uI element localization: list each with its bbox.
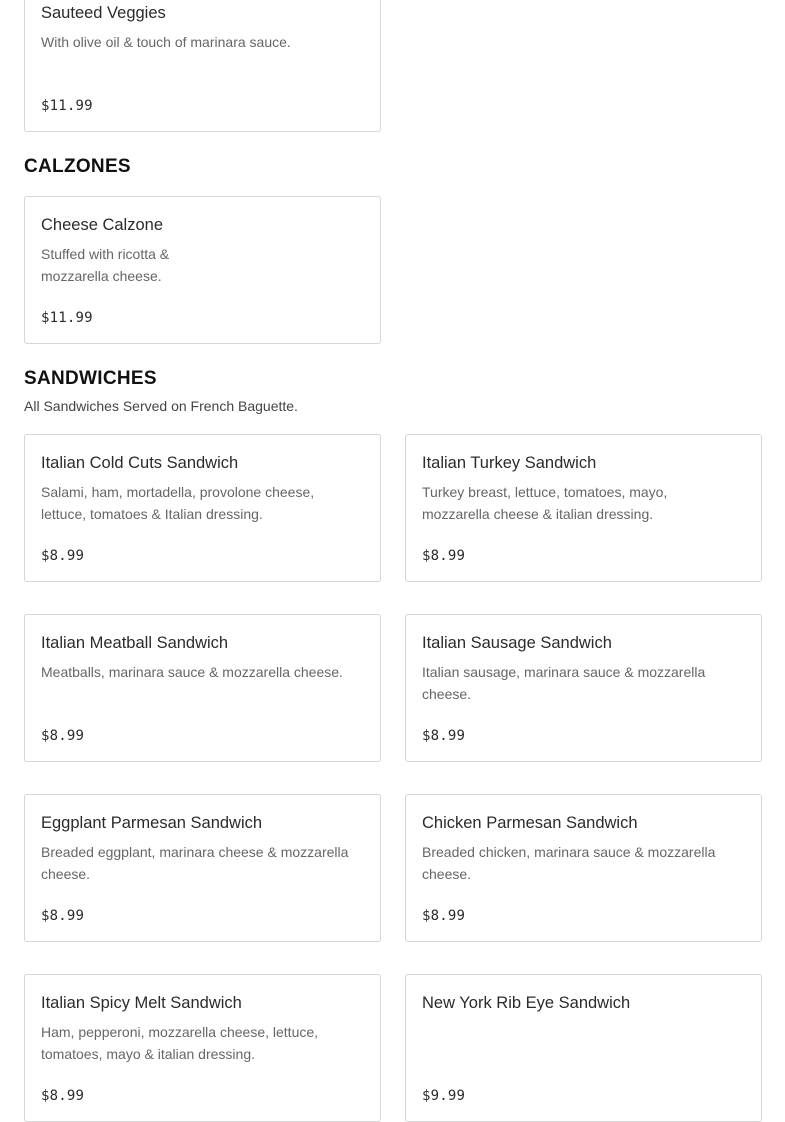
menu-item-price: $8.99: [41, 548, 85, 564]
menu-item-description: Breaded eggplant, marinara cheese & mozzarella cheese.: [41, 844, 349, 882]
menu-item-card[interactable]: [405, 794, 762, 942]
section-note: All Sandwiches Served on French Baguette.: [24, 398, 298, 414]
menu-item-name: Italian Spicy Melt Sandwich: [41, 994, 242, 1012]
menu-item-card[interactable]: [405, 434, 762, 582]
menu-item-name: Italian Turkey Sandwich: [422, 454, 597, 472]
menu-item-card[interactable]: [24, 614, 381, 762]
menu-item-description: Stuffed with ricotta & mozzarella cheese.: [41, 246, 170, 284]
section-title-calzones: CALZONES: [24, 156, 131, 177]
menu-item-price: $11.99: [41, 98, 93, 114]
menu-item-card[interactable]: [24, 794, 381, 942]
menu-item-card[interactable]: [24, 0, 381, 132]
menu-item-card[interactable]: [24, 974, 381, 1122]
menu-item-description: Meatballs, marinara sauce & mozzarella cheese.: [41, 664, 343, 680]
menu-item-name: Eggplant Parmesan Sandwich: [41, 814, 263, 832]
menu-item-description: With olive oil & touch of marinara sauce.: [41, 34, 291, 50]
menu-item-price: $8.99: [422, 908, 466, 924]
menu-item-price: $8.99: [422, 728, 466, 744]
menu-item-price: $11.99: [41, 310, 93, 326]
menu-item-description: Breaded chicken, marinara sauce & mozzarella cheese.: [422, 844, 716, 882]
menu-item-name: Italian Sausage Sandwich: [422, 634, 612, 652]
menu-item-card[interactable]: [405, 614, 762, 762]
menu-item-description: Italian sausage, marinara sauce & mozzarella cheese.: [422, 664, 706, 702]
menu-item-card[interactable]: [24, 434, 381, 582]
menu-item-name: Sauteed Veggies: [41, 4, 166, 22]
menu-item-price: $8.99: [41, 1088, 85, 1104]
menu-item-price: $8.99: [422, 548, 466, 564]
menu-item-name: Italian Cold Cuts Sandwich: [41, 454, 239, 472]
menu-item-price: $9.99: [422, 1088, 466, 1104]
menu-item-price: $8.99: [41, 908, 85, 924]
menu-item-name: Cheese Calzone: [41, 216, 163, 234]
menu-item-name: Chicken Parmesan Sandwich: [422, 814, 638, 832]
menu-item-price: $8.99: [41, 728, 85, 744]
menu-item-card[interactable]: [405, 974, 762, 1122]
section-title-sandwiches: SANDWICHES: [24, 368, 157, 389]
menu-item-name: Italian Meatball Sandwich: [41, 634, 229, 652]
menu-item-description: Ham, pepperoni, mozzarella cheese, lettuce, tomatoes, mayo & italian dressing.: [41, 1024, 319, 1062]
menu-item-description: Turkey breast, lettuce, tomatoes, mayo, mozzarella cheese & italian dressing.: [422, 484, 668, 522]
menu-item-description: Salami, ham, mortadella, provolone cheese, lettuce, tomatoes & Italian dressing.: [41, 484, 315, 522]
menu-item-name: New York Rib Eye Sandwich: [422, 994, 631, 1012]
menu-item-card[interactable]: [24, 196, 381, 344]
